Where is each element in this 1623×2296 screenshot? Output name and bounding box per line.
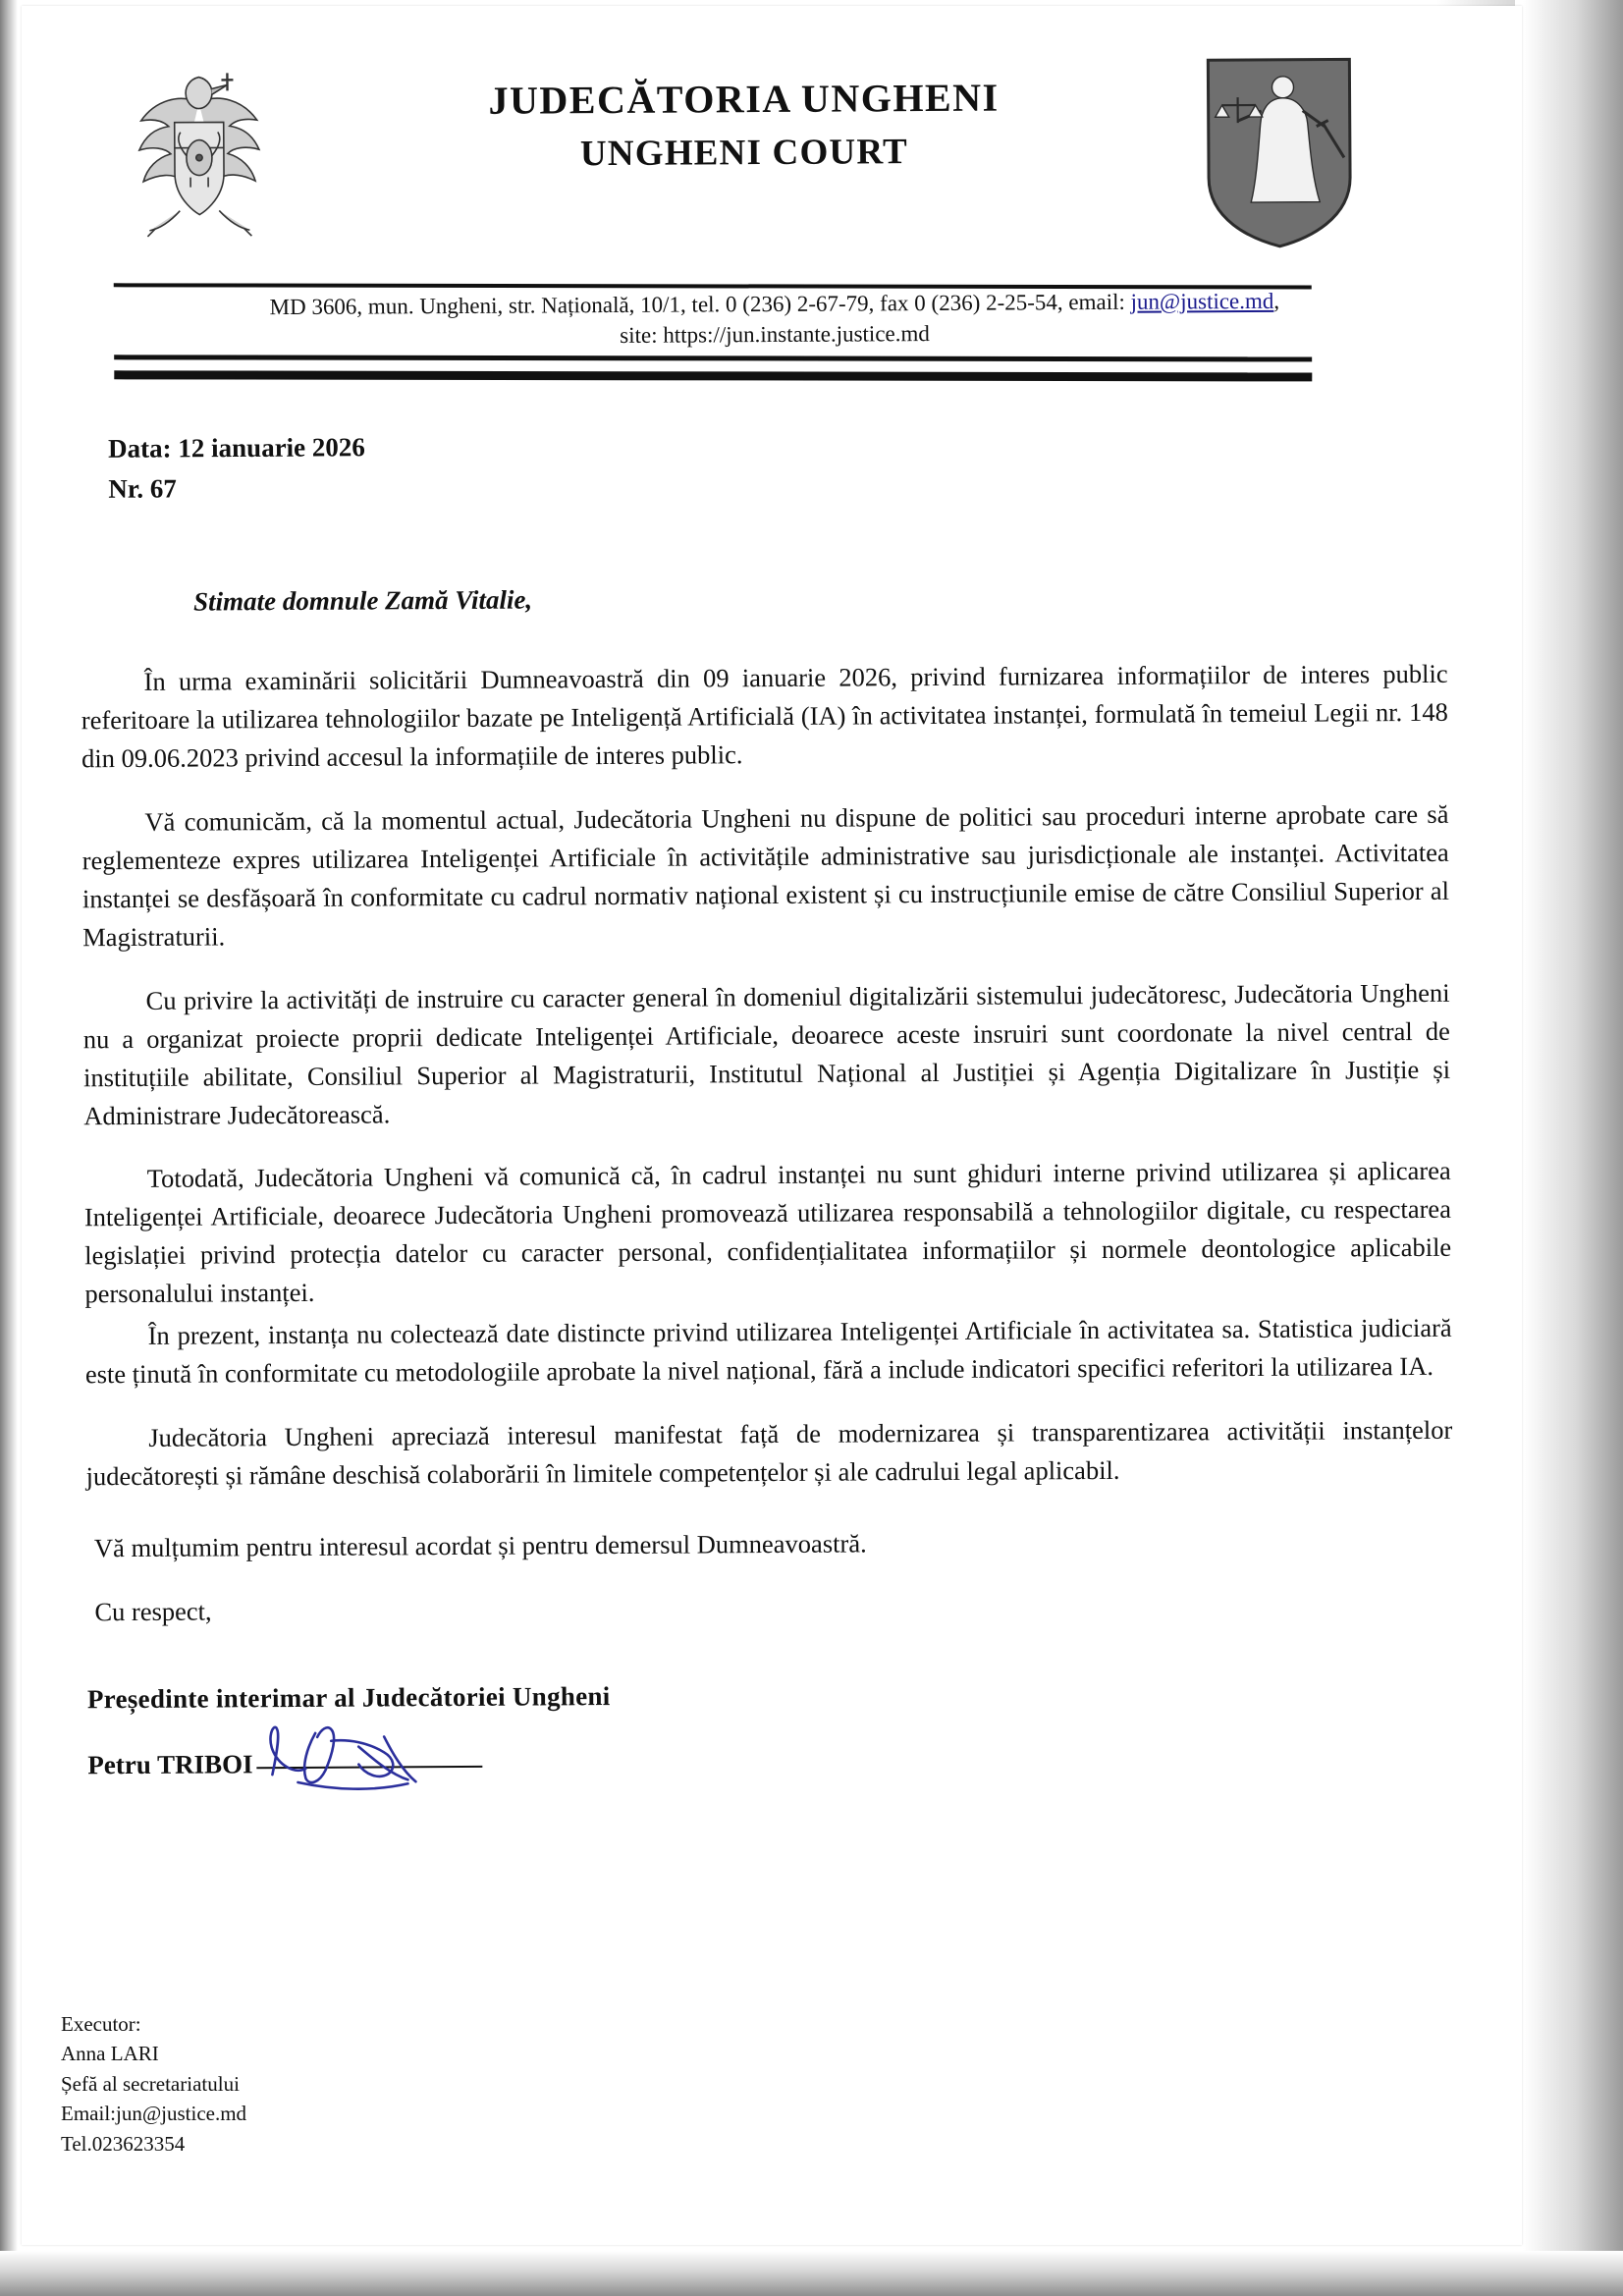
paragraph: Cu privire la activități de instruire cu caracter general în domeniul digitalizării sistemului judecătoresc, Judecătoria Ungheni nu a organizat proiecte proprii dedicate Inteligenței Artificiale, deoarece aceste insruiri sunt coordonate la nivel central de instituțiile abilitate, Consiliul Superior al Magistraturii, Institutul Național al Justiției și Agenția Digitalizare în Justiție și Administrare Judecătorească. <box>82 977 1451 1130</box>
salutation: Stimate domnule Zamă Vitalie, <box>193 584 533 617</box>
executor-label: Executor: <box>61 2012 141 2036</box>
contact-site-label: site: <box>620 322 664 348</box>
signer-position: Președinte interimar al Judecătoriei Ungheni <box>86 1681 611 1715</box>
letter-sheet <box>22 6 1522 2245</box>
document-date: Data: 12 ianuarie 2026 <box>108 432 365 464</box>
executor-block <box>61 2009 246 2159</box>
executor-name: Anna LARI <box>61 2042 159 2066</box>
letterhead <box>22 1 1524 348</box>
closing-regards: Cu respect, <box>94 1596 212 1627</box>
letterhead-titles <box>316 73 1171 180</box>
contact-text-post: , <box>1273 288 1280 313</box>
scan-edge-bottom <box>0 2251 1623 2296</box>
court-title-en: UNGHENI COURT <box>579 132 909 175</box>
paragraph: În prezent, instanța nu colectează date distincte privind utilizarea Inteligenței Artificiale în activitatea sa. Statistica judiciară este ținută în conformitate cu metodologiile aprobate la nivel național, fără a include indicatori specifici referitori la utilizarea IA. <box>84 1313 1452 1390</box>
contact-email-link[interactable]: jun@justice.md <box>1130 288 1274 314</box>
letter-body <box>81 579 1472 1781</box>
scan-edge-left <box>0 0 18 2296</box>
document-number: Nr. 67 <box>108 472 177 504</box>
paragraph: În urma examinării solicitării Dumneavoastră din 09 ianuarie 2026, privind furnizarea informațiilor de interes public referitoare la utilizarea tehnologiilor bazate pe Inteligență Artificială (IA) în activitatea instanței, formulată în temeiul Legii nr. 148 din 09.06.2023 privind accesul la informațiile de interes public. <box>81 658 1448 774</box>
paragraph: Vă comunicăm, că la momentul actual, Judecătoria Ungheni nu dispune de politici sau proceduri interne aprobate care să reglementeze expres utilizarea Inteligenței Artificiale în activitățile administrative sau jurisdicționale ale instanței. Activitatea instanței se desfășoară în conformitate cu cadrul normativ național existent și cu instrucțiunile emise de către Consiliul Superior al Magistraturii. <box>81 798 1450 953</box>
coat-of-arms-icon <box>125 63 273 250</box>
signer-name-row <box>87 1748 482 1780</box>
signature-line <box>257 1766 483 1769</box>
header-rule-bottom-thin <box>114 355 1312 361</box>
handwritten-signature <box>254 1713 511 1803</box>
header-rule-bottom-thick <box>114 370 1312 381</box>
signature-block <box>87 1676 1473 1781</box>
executor-phone: Tel.023623354 <box>61 2131 186 2156</box>
closing-thanks: Vă mulțumim pentru interesul acordat și pentru demersul Dumneavoastră. <box>93 1528 867 1563</box>
scan-edge-right <box>1505 0 1623 2296</box>
court-title-ro: JUDECĂTORIA UNGHENI <box>488 75 1000 123</box>
contact-site-link[interactable]: https://jun.instante.justice.md <box>663 321 930 348</box>
lady-justice-emblem-icon <box>1200 53 1358 250</box>
letterhead-contact <box>102 285 1447 354</box>
signer-name: Petru TRIBOI <box>87 1749 253 1780</box>
contact-text-pre: MD 3606, mun. Ungheni, str. Națională, 10/1, tel. 0 (236) 2-67-79, fax 0 (236) 2-25-54, email: <box>269 289 1131 320</box>
paragraph: Totodată, Judecătoria Ungheni vă comunică că, în cadrul instanței nu sunt ghiduri interne privind utilizarea și aplicarea Inteligenței Artificiale, deoarece Judecătoria Ungheni promovează utilizarea responsabilă a tehnologiilor digitale, cu respectarea legislației privind protecția datelor cu caracter personal, confidențialitatea informațiilor și normele deontologice aplicabile personalului instanței. <box>83 1156 1452 1309</box>
paragraph: Judecătoria Ungheni apreciază interesul manifestat față de modernizarea și transparentizarea activității instanțelor judecătorești și rămâne deschisă colaborării în limitele competențelor și ale cadrului legal aplicabil. <box>85 1414 1453 1492</box>
executor-role: Șefă al secretariatului <box>61 2071 240 2096</box>
executor-email: Email:jun@justice.md <box>61 2102 247 2126</box>
document-meta <box>108 427 365 509</box>
